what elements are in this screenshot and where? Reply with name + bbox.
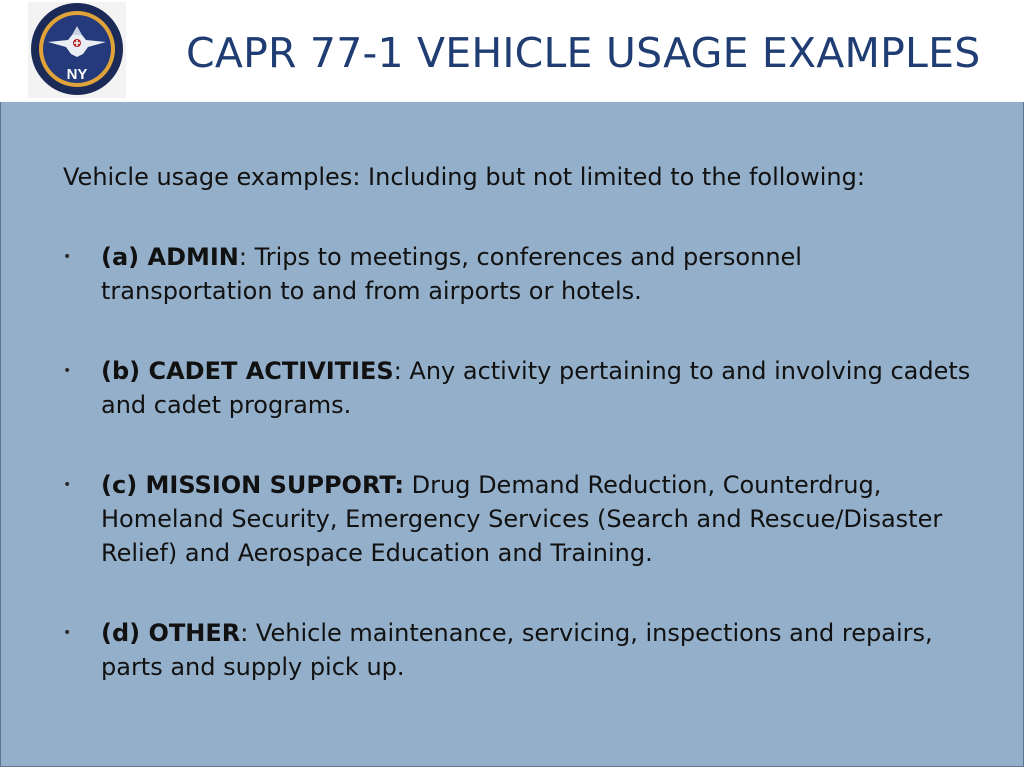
bullet-icon: • <box>63 477 72 493</box>
ny-wing-seal-icon <box>28 2 126 98</box>
page-title: CAPR 77-1 VEHICLE USAGE EXAMPLES <box>186 29 981 77</box>
logo-text: NY <box>66 66 88 83</box>
list-item-label: (c) MISSION SUPPORT: <box>101 471 405 499</box>
list-item-description: : Any activity pertaining to and involving cadets and cadet programs. <box>101 357 971 419</box>
list-item-description: Drug Demand Reduction, Counterdrug, Homeland Security, Emergency Services (Search and Rescue/Disaster Relief) and Aerospace Education and Training. <box>101 471 943 567</box>
list-item-text <box>101 240 981 308</box>
list-item-label: (b) CADET ACTIVITIES <box>101 357 394 385</box>
list-item-description: : Trips to meetings, conferences and personnel transportation to and from airports or hotels. <box>101 243 802 305</box>
bullet-icon: • <box>63 363 72 379</box>
list-item-label: (a) ADMIN <box>101 243 239 271</box>
list-item-description: : Vehicle maintenance, servicing, inspections and repairs, parts and supply pick up. <box>101 619 933 681</box>
list-item-text <box>101 468 981 570</box>
bullet-icon: • <box>63 249 72 265</box>
bullet-icon: • <box>63 625 72 641</box>
list-item-text <box>101 354 981 422</box>
intro-text: Vehicle usage examples: Including but not limited to the following: <box>63 163 865 191</box>
slide-header <box>0 0 1024 102</box>
content-panel <box>0 102 1024 767</box>
logo <box>28 2 126 98</box>
list-item-text <box>101 616 981 684</box>
list-item-label: (d) OTHER <box>101 619 241 647</box>
